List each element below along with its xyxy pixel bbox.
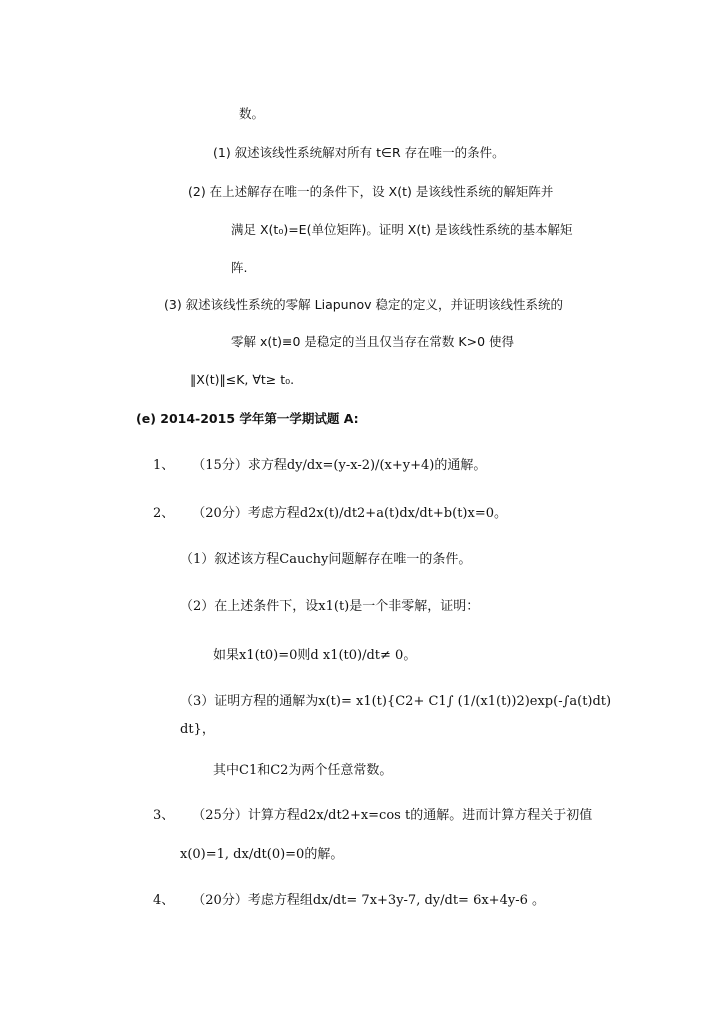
question-d3-line3: ‖X(t)‖≤K, ∀t≥ t₀. — [190, 372, 295, 387]
problem-2 — [153, 506, 507, 522]
question-d2-line3: 阵. — [231, 260, 248, 275]
continued-text: 数。 — [239, 106, 265, 121]
problem-4-text: （20分）考虑方程组dx/dt= 7x+3y-7, dy/dt= 6x+4y-6 。 — [192, 893, 545, 908]
problem-4 — [153, 893, 545, 909]
problem-3-line2: x(0)=1, dx/dt(0)=0的解。 — [180, 847, 344, 862]
problem-3 — [153, 808, 592, 824]
problem-4-number: 4、 — [153, 893, 175, 908]
question-d3-line2: 零解 x(t)≡0 是稳定的当且仅当存在常数 K>0 使得 — [231, 334, 514, 349]
problem-3-text: （25分）计算方程d2x/dt2+x=cos t的通解。进而计算方程关于初值 — [192, 808, 593, 823]
section-heading: (e) 2014-2015 学年第一学期试题 A: — [136, 411, 359, 426]
problem-2-part-3-line1: （3）证明方程的通解为x(t)= x1(t){C2+ C1∫ (1/(x1(t))2)exp(-∫a(t)dt) — [180, 694, 612, 709]
problem-2-part-2: （2）在上述条件下，设x1(t)是一个非零解，证明： — [180, 599, 480, 614]
problem-2-text: （20分）考虑方程d2x(t)/dt2+a(t)dx/dt+b(t)x=0。 — [192, 506, 507, 521]
problem-1-number: 1、 — [153, 458, 175, 473]
problem-2-number: 2、 — [153, 506, 175, 521]
problem-1-text: （15分）求方程dy/dx=(y-x-2)/(x+y+4)的通解。 — [192, 458, 487, 473]
problem-2-part-3-line2: dt}， — [180, 722, 215, 737]
question-d1: (1) 叙述该线性系统解对所有 t∈R 存在唯一的条件。 — [213, 145, 505, 160]
question-d2-line1: (2) 在上述解存在唯一的条件下，设 X(t) 是该线性系统的解矩阵并 — [188, 184, 554, 199]
problem-2-part-3-line3: 其中C1和C2为两个任意常数。 — [213, 763, 393, 778]
problem-2-part-1: （1）叙述该方程Cauchy问题解存在唯一的条件。 — [180, 552, 472, 567]
problem-1 — [153, 458, 486, 474]
question-d3-line1: (3) 叙述该线性系统的零解 Liapunov 稳定的定义，并证明该线性系统的 — [164, 297, 564, 312]
question-d2-line2: 满足 X(t₀)=E(单位矩阵)。证明 X(t) 是该线性系统的基本解矩 — [231, 222, 573, 237]
problem-2-part-2-claim: 如果x1(t0)=0则d x1(t0)/dt≠ 0。 — [213, 648, 417, 663]
problem-3-number: 3、 — [153, 808, 175, 823]
